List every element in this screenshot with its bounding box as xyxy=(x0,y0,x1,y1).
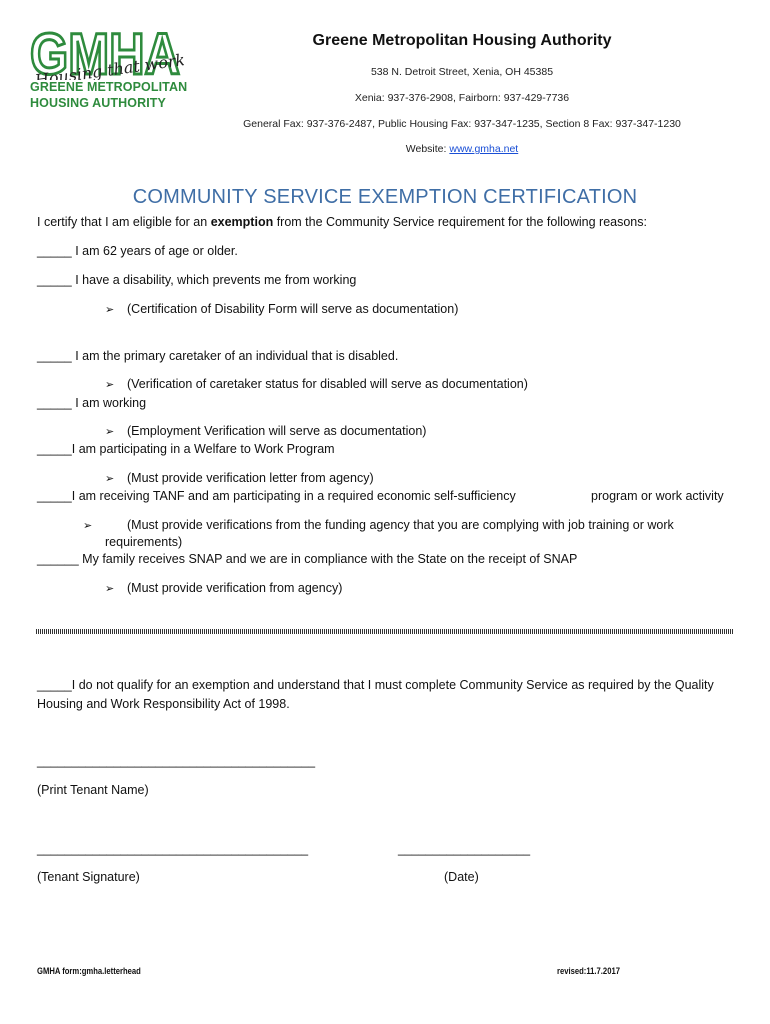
item-tanf: _____I am receiving TANF and am participating in a required economic self-sufficiency xyxy=(37,489,516,503)
website-label: Website: xyxy=(405,143,447,155)
note-text: (Employment Verification will serve as documentation) xyxy=(127,424,427,438)
item-disability: _____ I have a disability, which prevents me from working xyxy=(37,273,357,287)
item-tanf-note xyxy=(83,518,674,532)
item-caretaker-note xyxy=(105,377,528,391)
intro-after: from the Community Service requirement for the following reasons: xyxy=(273,215,647,229)
page-title: COMMUNITY SERVICE EXEMPTION CERTIFICATION xyxy=(132,186,638,208)
note-text: (Verification of caretaker status for disabled will serve as documentation) xyxy=(127,377,528,391)
item-tanf-tail: program or work activity xyxy=(591,489,724,503)
fax-numbers: General Fax: 937-376-2487, Public Housing Fax: 937-347-1235, Section 8 Fax: 937-347-1230 xyxy=(243,118,681,130)
intro-bold: exemption xyxy=(210,215,274,229)
note-text: (Must provide verification from agency) xyxy=(127,581,343,595)
logo-line1: GREENE METROPOLITAN xyxy=(30,80,188,94)
phones: Xenia: 937-376-2908, Fairborn: 937-429-7736 xyxy=(354,92,570,104)
footer-form-id: GMHA form:gmha.letterhead xyxy=(37,966,141,976)
org-name: Greene Metropolitan Housing Authority xyxy=(312,32,612,49)
date-line[interactable]: ___________________ xyxy=(398,842,531,856)
note-text: (Must provide verifications from the funding agency that you are complying with job training or work xyxy=(127,518,674,532)
logo-line2: HOUSING AUTHORITY xyxy=(30,96,166,110)
footer-revised: revised:11.7.2017 xyxy=(557,966,620,976)
arrow-bullet-icon: ➢ xyxy=(83,520,93,532)
item-tanf-note-cont: requirements) xyxy=(105,535,183,549)
note-text: (Certification of Disability Form will serve as documentation) xyxy=(127,302,459,316)
item-age: _____ I am 62 years of age or older. xyxy=(37,244,238,258)
website xyxy=(0,143,770,155)
address: 538 N. Detroit Street, Xenia, OH 45385 xyxy=(370,66,554,78)
item-welfare-note xyxy=(105,471,374,485)
item-snap-note xyxy=(105,581,342,595)
date-label: (Date) xyxy=(444,870,479,884)
no-exemption-statement: _____I do not qualify for an exemption and understand that I must complete Community Service as required by the Quality Housing and Work Responsibility Act of 1998. xyxy=(37,678,714,711)
tenant-signature-line[interactable]: _______________________________________ xyxy=(37,842,309,856)
logo-tagline: Housing that works! xyxy=(33,47,184,80)
tenant-signature-label: (Tenant Signature) xyxy=(37,870,140,884)
arrow-bullet-icon: ➢ xyxy=(105,426,115,438)
tenant-name-label: (Print Tenant Name) xyxy=(37,783,149,797)
section-divider xyxy=(36,629,734,634)
intro-before: I certify that I am eligible for an xyxy=(37,215,211,229)
item-working-note xyxy=(105,424,426,438)
item-welfare: _____I am participating in a Welfare to Work Program xyxy=(37,442,335,456)
note-text: (Must provide verification letter from agency) xyxy=(127,471,374,485)
item-snap: ______ My family receives SNAP and we are in compliance with the State on the receipt of SNAP xyxy=(37,552,578,566)
intro-text xyxy=(37,215,647,229)
item-working: _____ I am working xyxy=(37,396,147,410)
website-link[interactable]: www.gmha.net xyxy=(449,143,519,155)
arrow-bullet-icon: ➢ xyxy=(105,473,115,485)
arrow-bullet-icon: ➢ xyxy=(105,304,115,316)
item-caretaker: _____ I am the primary caretaker of an individual that is disabled. xyxy=(37,349,399,363)
tenant-name-line[interactable]: ________________________________________ xyxy=(37,754,316,768)
arrow-bullet-icon: ➢ xyxy=(105,379,115,391)
arrow-bullet-icon: ➢ xyxy=(105,583,115,595)
logo-letters: GMHA xyxy=(30,24,180,80)
item-disability-note xyxy=(105,302,458,316)
